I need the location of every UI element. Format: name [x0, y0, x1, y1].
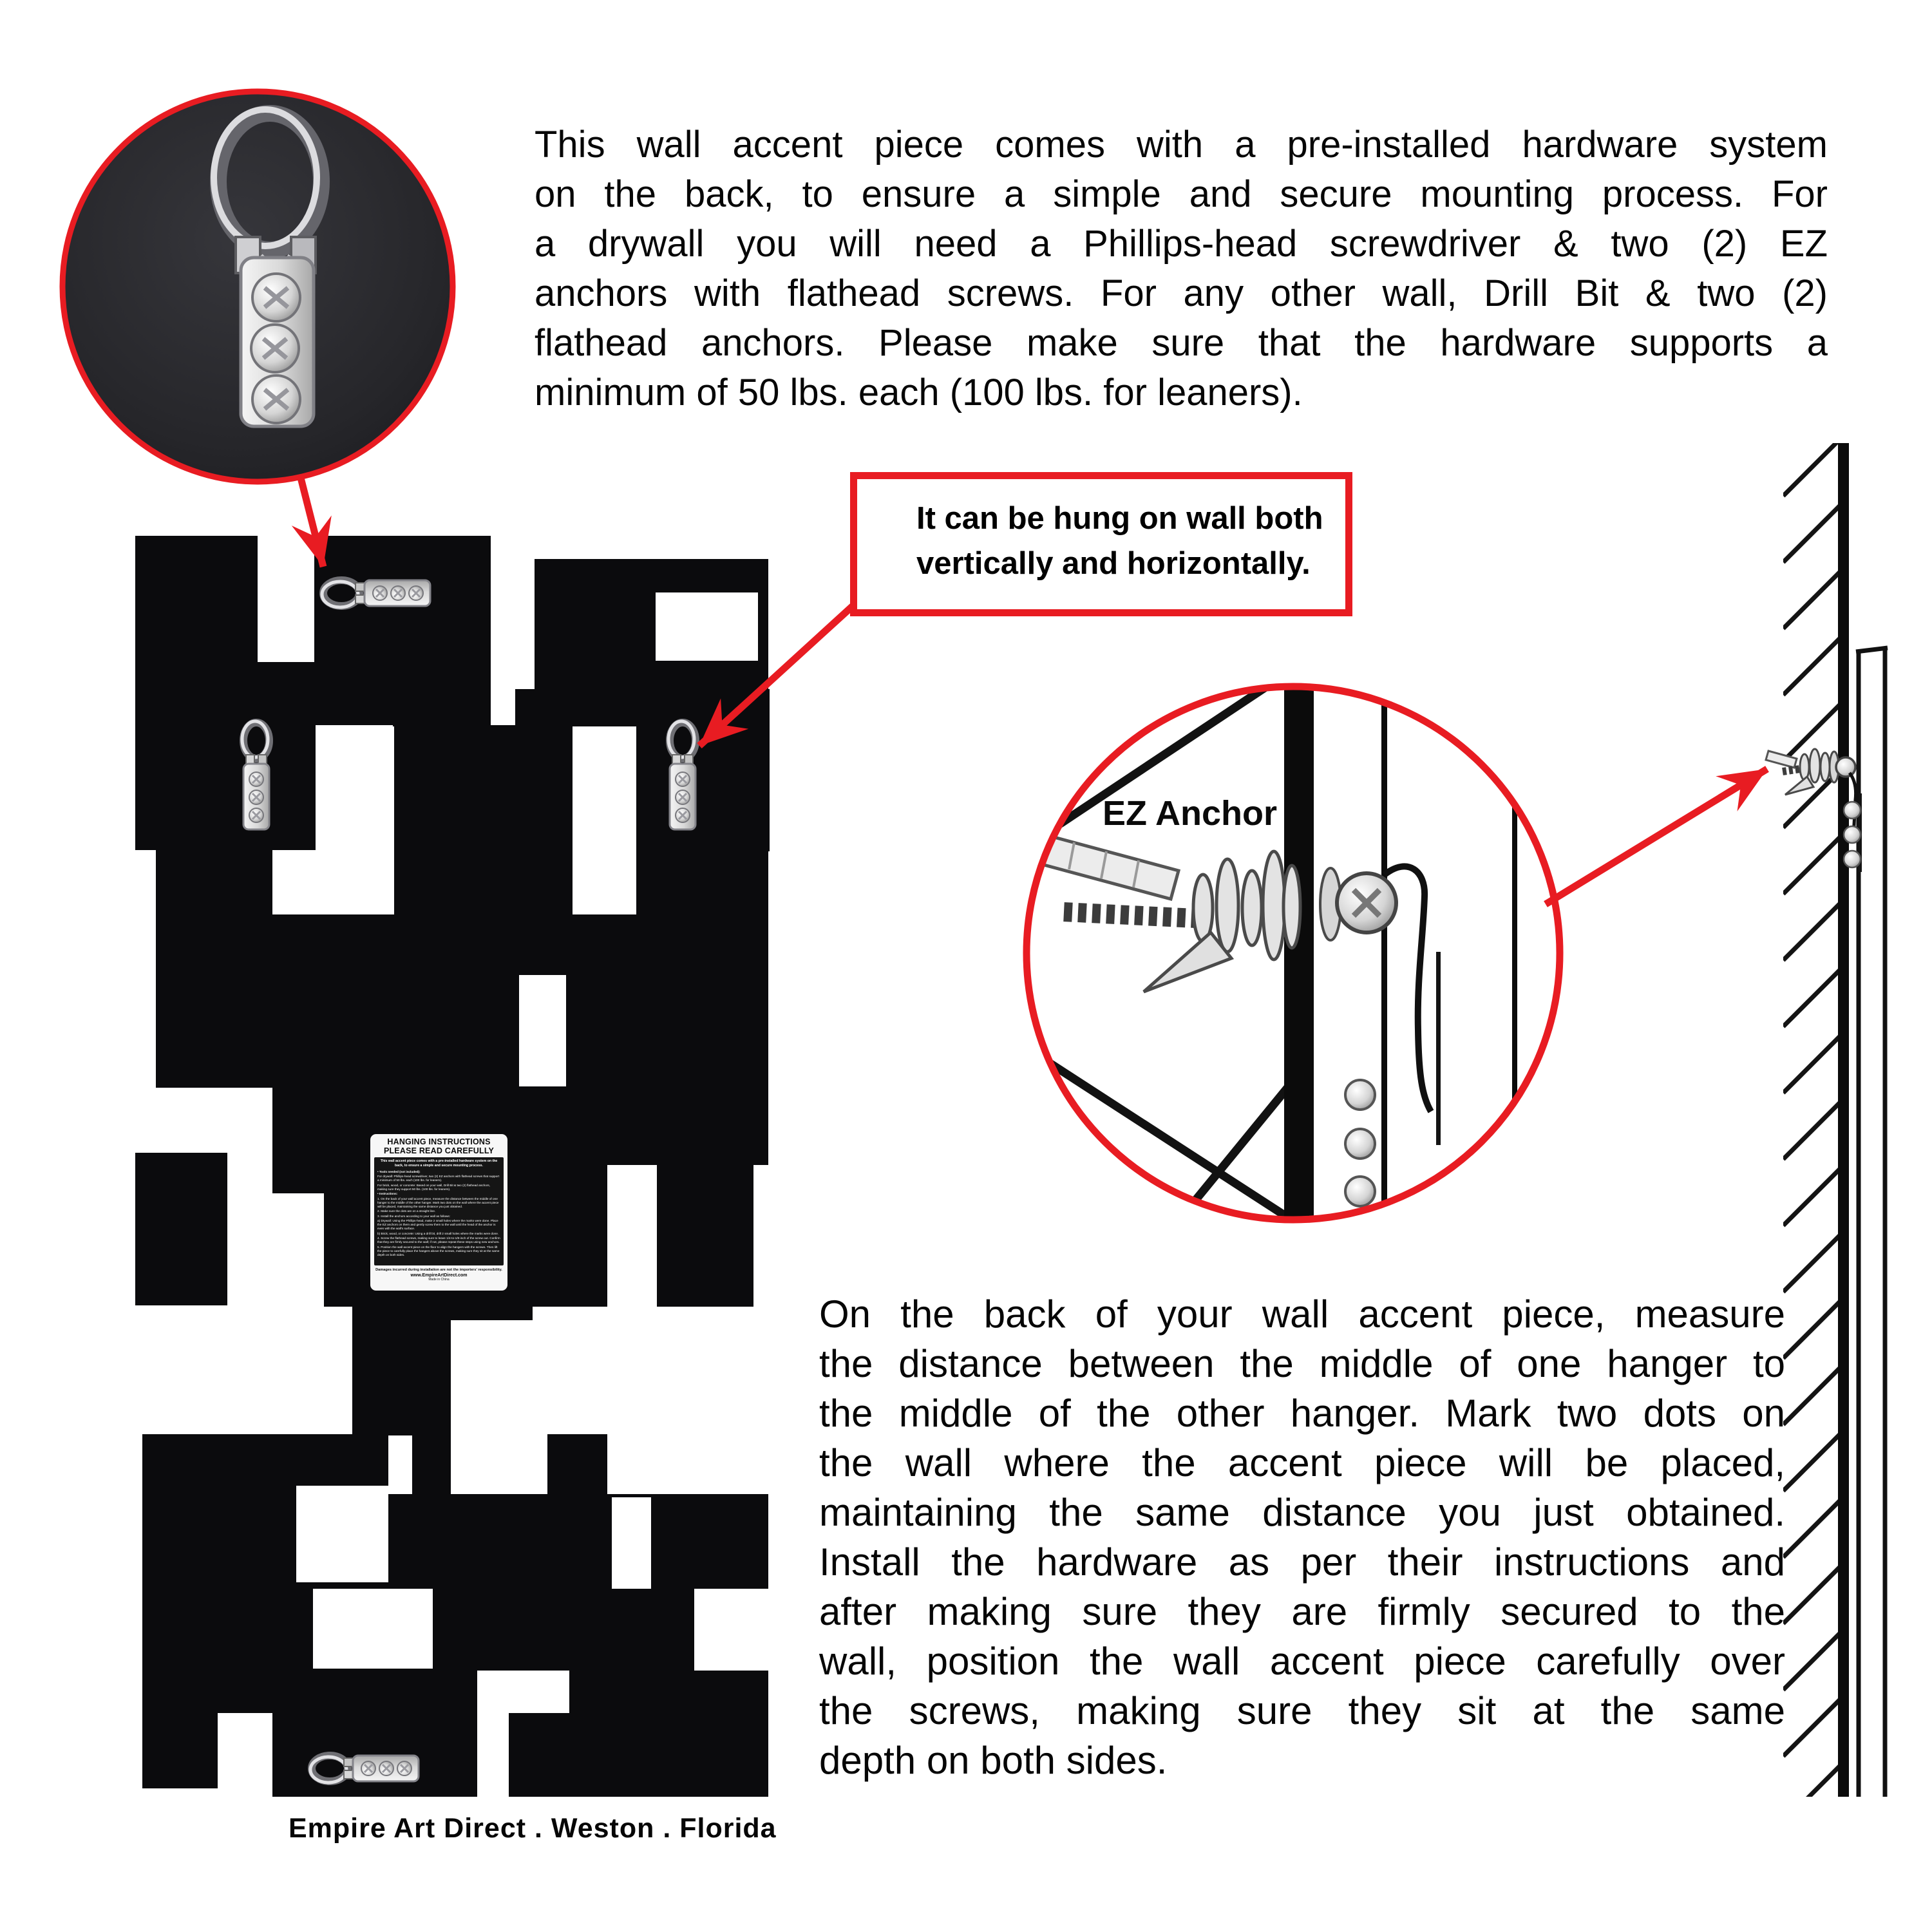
label-step-2: 2. Make sure the dots are on a straight line. [377, 1209, 436, 1213]
arrow-inset-to-wall [1546, 769, 1767, 904]
label-website: www.EmpireArtDirect.com [410, 1273, 468, 1278]
label-tools-title: • Tools needed (not included): [377, 1170, 421, 1173]
intro-paragraph: This wall accent piece comes with a pre-installed hardware system on the back, to ensure a simple and secure mounting process. For a drywall you will need a Phillips-head screwdriver & two (2) EZ anchors with flathead screws. For any other wall, Drill Bit & two (2) flathead anchors. Please make sure that the hardware supports a minimum of 50 lbs. each (100 lbs. for leaners). [535, 124, 1828, 413]
arrow-photo-to-hanger [300, 475, 323, 567]
label-heading: HANGING INSTRUCTIONS PLEASE READ CAREFULLY [383, 1137, 495, 1155]
callout-text: It can be hung on wall both [916, 501, 1323, 536]
label-tools-drywall: For drywall: Phillips-head screwdriver, two (2) EZ anchors with flathead screws that support a minimum of 50 lbs. each (100 lbs. for leaners). [377, 1175, 500, 1182]
brand-line: Empire Art Direct . Weston . Florida [289, 1813, 777, 1844]
ez-anchor-label: EZ Anchor [1103, 794, 1278, 833]
label-step-3: 3. Install the anchors according to your wall as follows: [377, 1214, 451, 1218]
callout-box [850, 472, 1352, 616]
label-intro: This wall accent piece comes with a pre-installed hardware system on the back, to ensure a simple and secure mounting process. [380, 1159, 498, 1168]
ez-anchor-inset [1027, 677, 1560, 1230]
wall-line [1838, 443, 1849, 1797]
label-made-in: Made in China [428, 1278, 450, 1282]
label-step-1: 1. On the back of your wall accent piece, measure the distance between the middle of one hanger to the middle of the other hanger. Mark two dots on the wall where the accent piece will be placed, maintaining the same distance you just obtained. [377, 1197, 499, 1208]
label-step-4: 4. Screw the flathead screws, making sure to leave 1/4-to-1/8-inch of the screw out. Confirm that they are firmly secured to the wall; if not, please repeat these steps using new anchors. [377, 1236, 500, 1244]
wall-hatching [1783, 439, 1840, 1823]
label-step-5: 5. Position the wall accent piece on the floor to align the hangers with the screws. Then lift the piece to carefully place the hangers above the screws, making sure they sit at the same depth on both sides. [377, 1245, 500, 1256]
hanging-instructions-label [370, 1134, 507, 1291]
installed-anchor-icon [1766, 749, 1862, 872]
label-step-3a: a) Drywall: Using the Phillips-head, make 2 small holes where the marks were done. Place the EZ anchors on them and gently screw them to the wall until the head of the anchor is even with the wall's surface. [377, 1219, 498, 1231]
hardware-photo-inset [62, 91, 453, 482]
callout-text: vertically and horizontally. [916, 546, 1311, 581]
wall-section-bar [1284, 679, 1314, 1230]
label-instructions-title: • Instructions: [377, 1192, 398, 1196]
measure-paragraph: On the back of your wall accent piece, measure the distance between the middle of one hanger to the middle of the other hanger. Mark two dots on the wall where the accent piece will be placed, maintaining the same distance you just obtained. Install the hardware as per their instructions and after making sure they are firmly secured to the wall, position the wall accent piece carefully over the screws, making sure they sit at the same depth on both sides. [819, 1293, 1785, 1782]
label-tools-masonry: For brick, wood, or concrete: Based on your wall, Drill Bit & two (2) flathead anchors, making sure they support 50 lbs. (100 lbs. for leaners). [377, 1183, 491, 1191]
label-body [374, 1157, 504, 1265]
label-step-3b: b) Brick, wood, or concrete: Using a drill bit, drill 2 small holes where the marks were done. [377, 1231, 499, 1235]
label-damages-note: Damages incurred during installation are not the importers' responsibility. [375, 1267, 502, 1272]
